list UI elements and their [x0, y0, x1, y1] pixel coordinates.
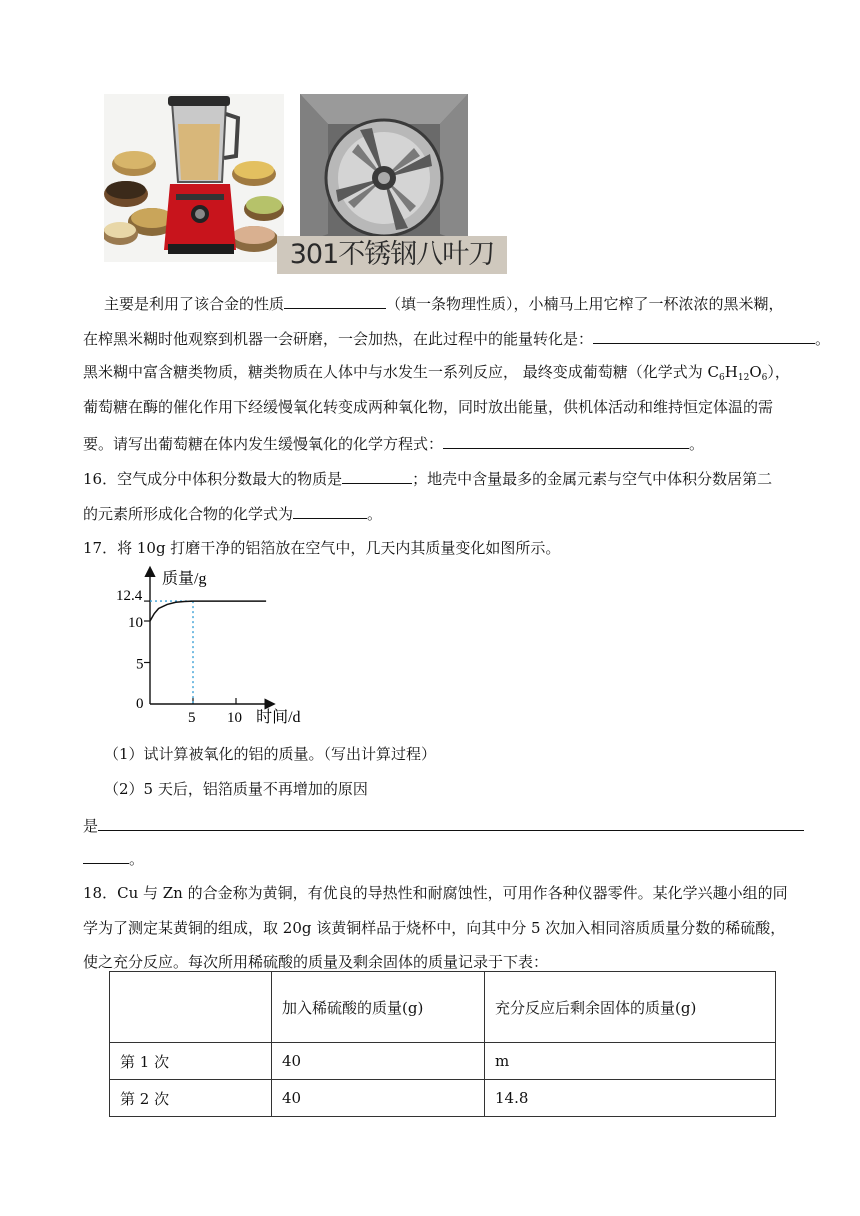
table-cell: 40 [272, 1080, 485, 1117]
q15-text: 在榨黑米糊时他观察到机器一会研磨，一会加热，在此过程中的能量转化是： [83, 330, 594, 348]
q17-sub1: （1）试计算被氧化的铝的质量。（写出计算过程） [104, 745, 437, 763]
q17-text: 是 [83, 817, 99, 835]
table-header-row [110, 972, 776, 1043]
mass-time-graph [80, 556, 320, 732]
table-header-cell: 充分反应后剩余固体的质量(g) [485, 972, 776, 1043]
q17-sub2: （2）5 天后，铝箔质量不再增加的原因 [104, 780, 368, 798]
y-tick-label: 5 [136, 656, 144, 673]
q15-text: （填一条物理性质），小楠马上用它榨了一杯浓浓的黑米糊， [386, 295, 784, 313]
q15-blank-property[interactable] [284, 292, 386, 309]
q16-line2 [83, 502, 382, 524]
blade-photo [300, 94, 468, 244]
q15-text: O [749, 363, 762, 381]
q18-line2: 学为了测定某黄铜的组成，取 20g 该黄铜样品于烧杯中，向其中分 5 次加入相同溶质质量分数的稀硫酸， [83, 919, 786, 937]
y-axis-label: 质量/g [162, 570, 207, 588]
q16-text: 。 [367, 505, 383, 523]
q15-line2 [83, 327, 830, 349]
data-table [109, 971, 776, 1117]
subscript: 12 [737, 373, 750, 383]
table-cell: m [485, 1043, 776, 1080]
q15-text: 。 [815, 330, 831, 348]
q16-text: 16．空气成分中体积分数最大的物质是 [83, 470, 343, 488]
q15-text: ）， [767, 363, 790, 381]
q17-sub2-answer-line2 [83, 847, 144, 869]
q16-line1 [83, 467, 772, 489]
q15-line4: 葡萄糖在酶的催化作用下经缓慢氧化转变成两种氧化物，同时放出能量，供机体活动和维持恒定体温的需 [83, 398, 774, 416]
q16-text: 的元素所形成化合物的化学式为 [83, 505, 294, 523]
q15-text: 要。请写出葡萄糖在体内发生缓慢氧化的化学方程式： [83, 435, 444, 453]
table-cell: 第 1 次 [110, 1043, 272, 1080]
q16-blank-formula[interactable] [293, 502, 367, 519]
table-cell: 第 2 次 [110, 1080, 272, 1117]
q17-blank-reason[interactable] [98, 814, 804, 831]
q18-line3: 使之充分反应。每次所用稀硫酸的质量及剩余固体的质量记录于下表： [83, 953, 549, 971]
q18-line1: 18．Cu 与 Zn 的合金称为黄铜，有优良的导热性和耐腐蚀性，可用作各种仪器零件。某化学兴趣小组的同 [83, 884, 788, 902]
blender-photo [104, 94, 284, 262]
q17-text: 。 [129, 850, 145, 868]
q17-sub2-answer-line [83, 814, 804, 836]
table-header-cell [110, 972, 272, 1043]
y-tick-label: 10 [128, 615, 143, 631]
subscript: 6 [761, 373, 768, 383]
mass-curve [150, 601, 266, 621]
q16-blank-substance[interactable] [342, 467, 412, 484]
q17-stem: 17．将 10g 打磨干净的铝箔放在空气中，几天内其质量变化如图所示。 [83, 539, 561, 557]
q15-text: H [724, 363, 738, 381]
table-row [110, 1080, 776, 1117]
table-cell: 40 [272, 1043, 485, 1080]
table-cell: 14.8 [485, 1080, 776, 1117]
q15-line3 [83, 362, 790, 382]
q15-line1 [104, 292, 784, 314]
q17-blank-reason-cont[interactable] [83, 847, 129, 864]
q15-text: 黑米糊中富含糖类物质，糖类物质在人体中与水发生一系列反应， 最终变成葡萄糖（化学式为 C [83, 363, 720, 381]
q15-blank-equation[interactable] [443, 432, 689, 449]
q15-line5 [83, 432, 704, 454]
x-tick-label: 5 [188, 710, 196, 726]
y-tick-label: 12.4 [116, 588, 143, 605]
blade-caption: 301不锈钢八叶刀 [277, 236, 507, 274]
table-row [110, 1043, 776, 1080]
q15-text: 。 [689, 435, 705, 453]
q16-text: ；地壳中含量最多的金属元素与空气中体积分数居第二 [412, 470, 773, 488]
q15-text: 主要是利用了该合金的性质 [104, 295, 285, 313]
subscript: 6 [719, 373, 725, 383]
table-header-cell: 加入稀硫酸的质量(g) [272, 972, 485, 1043]
y-tick-label: 0 [136, 696, 144, 712]
x-tick-label: 10 [227, 710, 242, 726]
q15-blank-energy[interactable] [593, 327, 815, 344]
x-axis-label: 时间/d [256, 709, 301, 726]
